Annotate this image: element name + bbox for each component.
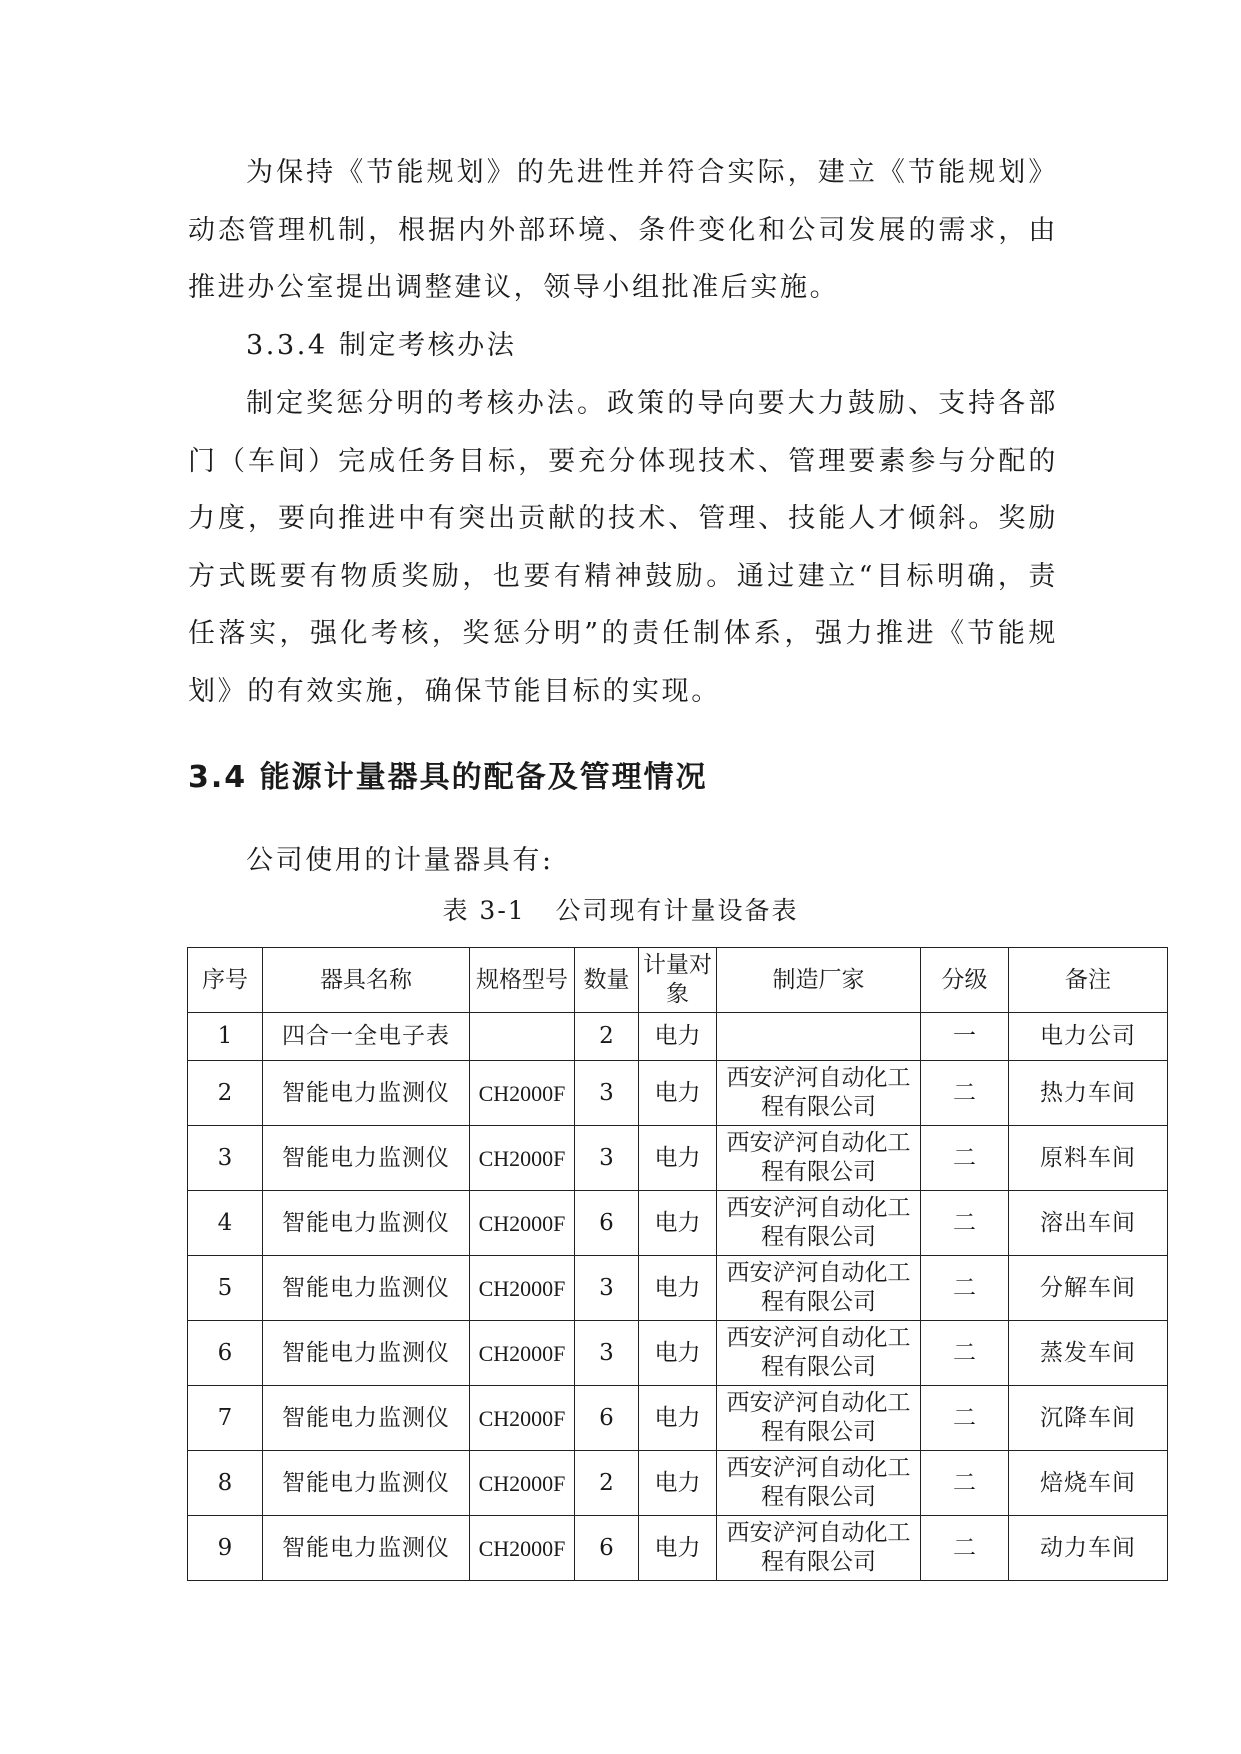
table-row: [188, 1516, 1168, 1581]
paragraph-assessment-method: 制定奖惩分明的考核办法。政策的导向要大力鼓励、支持各部门（车间）完成任务目标，要充分体现技术、管理要素参与分配的力度，要向推进中有突出贡献的技术、管理、技能人才倾斜。奖励方式既要有物质奖励，也要有精神鼓励。通过建立“目标明确，责任落实，强化考核，奖惩分明”的责任制体系，强力推进《节能规划》的有效实施，确保节能目标的实现。: [188, 388, 1058, 707]
cell-remarks: 电力公司: [1009, 1013, 1168, 1061]
cell-manufacturer: 西安浐河自动化工程有限公司: [717, 1126, 921, 1191]
subheading-assessment-method: 3.3.4 制定考核办法: [246, 330, 517, 361]
cell-grade: 二: [921, 1321, 1009, 1386]
cell-grade: 二: [921, 1061, 1009, 1126]
cell-model: CH2000F: [470, 1061, 575, 1126]
cell-grade: 二: [921, 1126, 1009, 1191]
cell-manufacturer: 西安浐河自动化工程有限公司: [717, 1191, 921, 1256]
cell-grade: 二: [921, 1191, 1009, 1256]
table-row: [188, 1451, 1168, 1516]
cell-device-name: 智能电力监测仪: [263, 1126, 470, 1191]
cell-model: CH2000F: [470, 1451, 575, 1516]
header-manufacturer: 制造厂家: [717, 948, 921, 1013]
cell-measured-object: 电力: [639, 1516, 717, 1581]
cell-quantity: 3: [575, 1126, 639, 1191]
cell-index: 4: [188, 1191, 263, 1256]
header-remarks: 备注: [1009, 948, 1168, 1013]
cell-model: [470, 1013, 575, 1061]
cell-measured-object: 电力: [639, 1451, 717, 1516]
cell-quantity: 3: [575, 1256, 639, 1321]
cell-device-name: 四合一全电子表: [263, 1013, 470, 1061]
cell-quantity: 6: [575, 1386, 639, 1451]
cell-model: CH2000F: [470, 1516, 575, 1581]
cell-remarks: 热力车间: [1009, 1061, 1168, 1126]
cell-manufacturer: 西安浐河自动化工程有限公司: [717, 1386, 921, 1451]
cell-measured-object: 电力: [639, 1386, 717, 1451]
section-heading: 3.4 能源计量器具的配备及管理情况: [188, 760, 708, 795]
header-device-name: 器具名称: [263, 948, 470, 1013]
cell-quantity: 3: [575, 1061, 639, 1126]
cell-grade: 二: [921, 1516, 1009, 1581]
metering-equipment-table: [187, 947, 1168, 1581]
header-measured-object: 计量对象: [639, 948, 717, 1013]
cell-manufacturer: [717, 1013, 921, 1061]
header-grade: 分级: [921, 948, 1009, 1013]
cell-model: CH2000F: [470, 1256, 575, 1321]
cell-measured-object: 电力: [639, 1061, 717, 1126]
cell-manufacturer: 西安浐河自动化工程有限公司: [717, 1321, 921, 1386]
table-row: [188, 1256, 1168, 1321]
cell-quantity: 2: [575, 1451, 639, 1516]
cell-manufacturer: 西安浐河自动化工程有限公司: [717, 1516, 921, 1581]
table-row: [188, 1126, 1168, 1191]
header-index: 序号: [188, 948, 263, 1013]
cell-remarks: 原料车间: [1009, 1126, 1168, 1191]
cell-remarks: 蒸发车间: [1009, 1321, 1168, 1386]
cell-index: 7: [188, 1386, 263, 1451]
cell-quantity: 6: [575, 1516, 639, 1581]
cell-model: CH2000F: [470, 1126, 575, 1191]
cell-quantity: 6: [575, 1191, 639, 1256]
cell-device-name: 智能电力监测仪: [263, 1321, 470, 1386]
header-quantity: 数量: [575, 948, 639, 1013]
table-row: [188, 1061, 1168, 1126]
paragraph-dynamic-management: 为保持《节能规划》的先进性并符合实际，建立《节能规划》动态管理机制，根据内外部环境、条件变化和公司发展的需求，由推进办公室提出调整建议，领导小组批准后实施。: [188, 157, 1058, 304]
cell-measured-object: 电力: [639, 1256, 717, 1321]
cell-grade: 二: [921, 1256, 1009, 1321]
cell-model: CH2000F: [470, 1386, 575, 1451]
table-row: [188, 1191, 1168, 1256]
cell-measured-object: 电力: [639, 1013, 717, 1061]
cell-manufacturer: 西安浐河自动化工程有限公司: [717, 1061, 921, 1126]
cell-quantity: 2: [575, 1013, 639, 1061]
cell-measured-object: 电力: [639, 1191, 717, 1256]
cell-grade: 二: [921, 1386, 1009, 1451]
cell-measured-object: 电力: [639, 1321, 717, 1386]
cell-manufacturer: 西安浐河自动化工程有限公司: [717, 1451, 921, 1516]
cell-model: CH2000F: [470, 1321, 575, 1386]
cell-index: 6: [188, 1321, 263, 1386]
cell-device-name: 智能电力监测仪: [263, 1451, 470, 1516]
cell-index: 3: [188, 1126, 263, 1191]
cell-index: 5: [188, 1256, 263, 1321]
table-intro-text: 公司使用的计量器具有:: [246, 845, 554, 876]
cell-device-name: 智能电力监测仪: [263, 1191, 470, 1256]
cell-remarks: 焙烧车间: [1009, 1451, 1168, 1516]
table-row: [188, 1386, 1168, 1451]
cell-grade: 一: [921, 1013, 1009, 1061]
cell-measured-object: 电力: [639, 1126, 717, 1191]
cell-remarks: 沉降车间: [1009, 1386, 1168, 1451]
cell-grade: 二: [921, 1451, 1009, 1516]
cell-device-name: 智能电力监测仪: [263, 1256, 470, 1321]
cell-model: CH2000F: [470, 1191, 575, 1256]
cell-index: 8: [188, 1451, 263, 1516]
cell-remarks: 分解车间: [1009, 1256, 1168, 1321]
table-caption: 表 3-1 公司现有计量设备表: [442, 896, 799, 925]
cell-index: 9: [188, 1516, 263, 1581]
cell-quantity: 3: [575, 1321, 639, 1386]
cell-device-name: 智能电力监测仪: [263, 1061, 470, 1126]
cell-device-name: 智能电力监测仪: [263, 1386, 470, 1451]
table-row: [188, 1321, 1168, 1386]
table-row: [188, 1013, 1168, 1061]
cell-manufacturer: 西安浐河自动化工程有限公司: [717, 1256, 921, 1321]
cell-index: 2: [188, 1061, 263, 1126]
cell-index: 1: [188, 1013, 263, 1061]
cell-remarks: 溶出车间: [1009, 1191, 1168, 1256]
cell-remarks: 动力车间: [1009, 1516, 1168, 1581]
cell-device-name: 智能电力监测仪: [263, 1516, 470, 1581]
header-model: 规格型号: [470, 948, 575, 1013]
table-header-row: [188, 948, 1168, 1013]
